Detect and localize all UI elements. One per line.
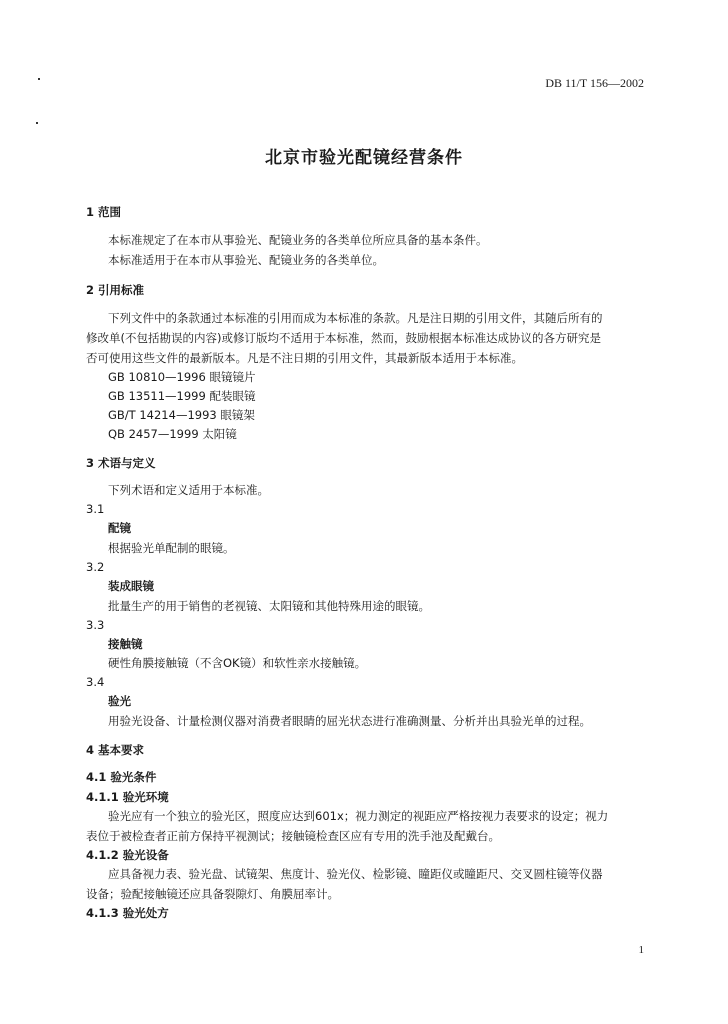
body-text-line: 修改单(不包括勘误的内容)或修订版均不适用于本标准，然而，鼓励根据本标准达成协议的各方研究是: [86, 331, 601, 345]
section-heading: 4.1.3 验光处方: [86, 906, 169, 920]
scan-speck: [38, 78, 40, 80]
section-heading: 配镜: [108, 521, 131, 535]
section-heading: 2 引用标准: [86, 283, 145, 297]
body-text-line: 批量生产的用于销售的老视镜、太阳镜和其他特殊用途的眼镜。: [108, 599, 430, 613]
section-heading: 4.1 验光条件: [86, 770, 157, 784]
body-text-line: 根据验光单配制的眼镜。: [108, 541, 235, 555]
body-text-line: 硬性角膜接触镜（不含OK镜）和软性亲水接触镜。: [108, 656, 367, 670]
section-heading: 接触镜: [108, 637, 143, 651]
body-text-line: 下列文件中的条款通过本标准的引用而成为本标准的条款。凡是注日期的引用文件，其随后所有的: [108, 311, 603, 325]
section-heading: 4 基本要求: [86, 743, 145, 757]
body-text-line: GB/T 14214—1993 眼镜架: [108, 408, 255, 422]
section-heading: 验光: [108, 694, 131, 708]
body-text-line: 3.1: [86, 502, 105, 516]
document-title: 北京市验光配镜经营条件: [265, 148, 463, 168]
page-number: 1: [638, 944, 644, 956]
body-text-line: 表位于被检查者正前方保持平视测试；接触镜检查区应有专用的洗手池及配戴台。: [86, 829, 500, 843]
section-heading: 3 术语与定义: [86, 456, 156, 470]
body-text-line: 应具备视力表、验光盘、试镜架、焦度计、验光仪、检影镜、瞳距仪或瞳距尺、交叉圆柱镜等仪器: [108, 867, 603, 881]
body-text-line: 3.2: [86, 560, 105, 574]
body-text-line: 用验光设备、计量检测仪器对消费者眼睛的屈光状态进行准确测量、分析并出具验光单的过程。: [108, 714, 591, 728]
section-heading: 1 范围: [86, 205, 122, 219]
body-text-line: GB 10810—1996 眼镜镜片: [108, 370, 256, 384]
scan-speck: [36, 122, 38, 124]
body-text-line: 验光应有一个独立的验光区，照度应达到601x；视力测定的视距应严格按视力表要求的设定；视力: [108, 809, 609, 823]
body-text-line: 否可使用这些文件的最新版本。凡是不注日期的引用文件，其最新版本适用于本标准。: [86, 351, 523, 365]
body-text-line: 设备；验配接触镜还应具备裂隙灯、角膜屈率计。: [86, 887, 339, 901]
section-heading: 装成眼镜: [108, 579, 154, 593]
body-text-line: 本标准规定了在本市从事验光、配镜业务的各类单位所应具备的基本条件。: [108, 233, 488, 247]
body-text-line: 下列术语和定义适用于本标准。: [108, 483, 269, 497]
body-text-line: GB 13511—1999 配装眼镜: [108, 389, 256, 403]
body-text-line: 3.4: [86, 675, 105, 689]
section-heading: 4.1.2 验光设备: [86, 848, 169, 862]
body-text-line: 3.3: [86, 618, 105, 632]
body-text-line: 本标准适用于在本市从事验光、配镜业务的各类单位。: [108, 253, 384, 267]
section-heading: 4.1.1 验光环境: [86, 790, 169, 804]
document-code: DB 11/T 156—2002: [545, 76, 644, 90]
body-text-line: QB 2457—1999 太阳镜: [108, 427, 237, 441]
